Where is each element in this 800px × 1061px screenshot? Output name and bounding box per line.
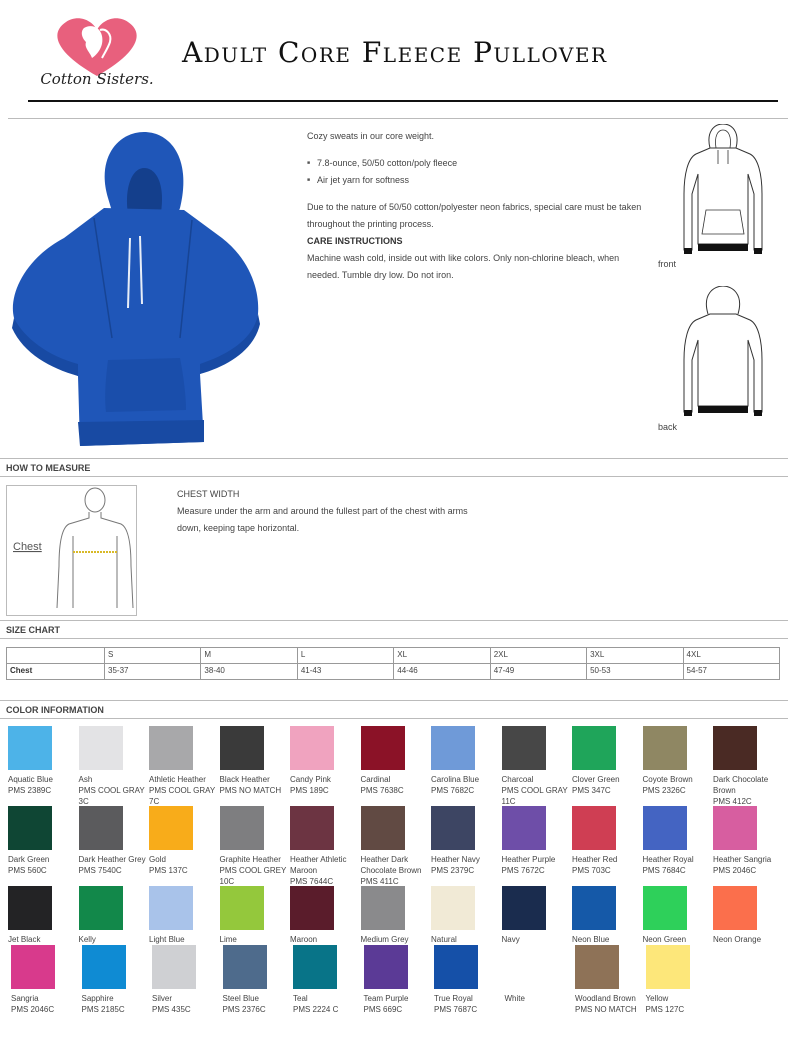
color-name: Medium Grey xyxy=(360,935,409,944)
color-pms: PMS 2376C xyxy=(222,1005,266,1014)
color-chip xyxy=(293,945,337,989)
color-pms: PMS 189C xyxy=(290,786,329,795)
color-name: Steel Blue xyxy=(222,994,259,1003)
color-name: Neon Blue xyxy=(572,935,610,944)
color-name: Maroon xyxy=(290,935,318,944)
color-swatch xyxy=(572,806,642,876)
color-chip xyxy=(646,945,690,989)
color-swatch xyxy=(8,806,78,876)
color-swatch xyxy=(431,726,501,796)
color-chip xyxy=(290,886,334,930)
color-chip xyxy=(361,886,405,930)
size-value-cell: 54-57 xyxy=(683,664,779,680)
color-chip xyxy=(572,886,616,930)
care-text: Machine wash cold, inside out with like colors. Only non-chlorine bleach, when needed. Tumble dry low. Do not iron. xyxy=(307,253,620,280)
color-swatch xyxy=(643,726,713,796)
color-name: Yellow xyxy=(645,994,669,1003)
color-chip xyxy=(643,806,687,850)
table-corner-cell xyxy=(7,648,105,664)
color-name: Athletic Heather xyxy=(149,775,206,784)
color-name: Jet Black xyxy=(8,935,41,944)
color-chip xyxy=(82,945,126,989)
feature-item: ■ 7.8-ounce, 50/50 cotton/poly fleece xyxy=(307,155,647,172)
color-chip xyxy=(575,945,619,989)
chest-figure-label: Chest xyxy=(13,541,42,553)
color-pms: PMS 7687C xyxy=(434,1005,478,1014)
color-swatch xyxy=(434,945,504,1015)
color-swatch xyxy=(79,726,149,807)
color-chip xyxy=(505,945,549,989)
color-swatch xyxy=(361,806,431,887)
color-chip xyxy=(149,726,193,770)
color-name: True Royal xyxy=(434,994,473,1003)
color-name: Coyote Brown xyxy=(642,775,693,784)
color-chip xyxy=(223,945,267,989)
color-swatch xyxy=(431,886,501,945)
color-name: Sapphire xyxy=(81,994,114,1003)
color-chip xyxy=(79,886,123,930)
color-name: Heather Sangria xyxy=(713,855,772,864)
measure-figure xyxy=(6,485,137,616)
color-swatch xyxy=(79,806,149,876)
color-swatch xyxy=(502,726,572,807)
color-chip xyxy=(364,945,408,989)
size-header-cell: L xyxy=(297,648,393,664)
color-name: Team Purple xyxy=(363,994,409,1003)
section-divider xyxy=(0,638,788,639)
color-name: Woodland Brown xyxy=(575,994,636,1003)
care-heading: CARE INSTRUCTIONS xyxy=(307,236,403,246)
size-header-cell: S xyxy=(105,648,201,664)
color-chip xyxy=(713,886,757,930)
color-pms: PMS 669C xyxy=(363,1005,403,1014)
color-name: Silver xyxy=(152,994,173,1003)
size-value-cell: 47-49 xyxy=(490,664,586,680)
size-value-cell: 35-37 xyxy=(105,664,201,680)
color-pms: PMS 411C xyxy=(360,877,399,886)
color-pms: PMS 137C xyxy=(149,866,188,875)
color-chip xyxy=(643,726,687,770)
color-pms: PMS NO MATCH xyxy=(575,1005,637,1014)
color-name: Neon Green xyxy=(642,935,687,944)
color-pms: PMS 7684C xyxy=(642,866,686,875)
color-pms: PMS 127C xyxy=(645,1005,685,1014)
measure-instructions xyxy=(177,486,477,537)
color-chip xyxy=(8,726,52,770)
color-chip xyxy=(502,806,546,850)
color-swatch xyxy=(149,886,219,945)
color-name: Teal xyxy=(293,994,308,1003)
color-chip xyxy=(149,806,193,850)
color-swatch xyxy=(149,806,219,876)
color-chip xyxy=(8,806,52,850)
color-name: Graphite Heather xyxy=(219,855,281,864)
feature-item: ■ Air jet yarn for softness xyxy=(307,172,647,189)
color-name: Sangria xyxy=(11,994,39,1003)
color-swatch xyxy=(364,945,434,1015)
color-chip xyxy=(572,806,616,850)
color-pms: PMS 703C xyxy=(572,866,611,875)
color-name: Natural xyxy=(431,935,457,944)
color-name: Neon Orange xyxy=(713,935,762,944)
color-swatch xyxy=(220,726,290,796)
size-value-cell: 44-46 xyxy=(394,664,490,680)
color-swatch xyxy=(223,945,293,1015)
size-value-cell: 38-40 xyxy=(201,664,297,680)
color-swatch xyxy=(572,886,642,945)
section-divider xyxy=(8,118,788,119)
color-swatch xyxy=(11,945,81,1015)
color-chip xyxy=(79,726,123,770)
measure-text: Measure under the arm and around the fullest part of the chest with arms down, keeping tape horizontal. xyxy=(177,506,468,533)
color-swatch xyxy=(575,945,645,1015)
color-swatch xyxy=(505,945,575,1004)
color-pms: PMS 435C xyxy=(152,1005,191,1014)
color-pms: PMS 347C xyxy=(572,786,611,795)
size-header-cell: 4XL xyxy=(683,648,779,664)
size-header-cell: XL xyxy=(394,648,490,664)
color-chip xyxy=(361,726,405,770)
front-label: front xyxy=(658,259,677,269)
color-name: Heather Royal xyxy=(642,855,694,864)
section-divider xyxy=(0,620,788,621)
color-name: Dark Heather Grey xyxy=(78,855,146,864)
size-header-cell: M xyxy=(201,648,297,664)
color-pms: PMS COOL GRAY 7C xyxy=(149,786,216,806)
color-swatch xyxy=(220,886,290,945)
color-swatch xyxy=(713,726,783,807)
color-name: Heather Purple xyxy=(501,855,556,864)
color-pms: PMS 7682C xyxy=(431,786,475,795)
color-chip xyxy=(431,886,475,930)
color-name: Clover Green xyxy=(572,775,620,784)
color-swatch xyxy=(643,886,713,945)
color-name: Cardinal xyxy=(360,775,391,784)
color-swatch xyxy=(220,806,290,887)
section-divider xyxy=(0,458,788,459)
color-chip xyxy=(220,886,264,930)
color-name: Navy xyxy=(501,935,520,944)
size-chart-table xyxy=(6,647,780,680)
color-name: Black Heather xyxy=(219,775,270,784)
color-chip xyxy=(431,726,475,770)
color-swatch xyxy=(79,886,149,945)
color-swatch xyxy=(290,806,360,887)
color-pms: PMS 2389C xyxy=(8,786,52,795)
color-swatch xyxy=(431,806,501,876)
color-chip xyxy=(431,806,475,850)
color-chip xyxy=(713,726,757,770)
flat-sketch-back xyxy=(680,286,766,420)
color-name: Gold xyxy=(149,855,166,864)
product-intro: Cozy sweats in our core weight. xyxy=(307,131,435,141)
color-pms: PMS 560C xyxy=(8,866,47,875)
color-swatch xyxy=(646,945,716,1015)
color-chip xyxy=(713,806,757,850)
brand-wordmark: Cotton Sisters. xyxy=(40,70,154,88)
color-name: Lime xyxy=(219,935,237,944)
color-chip xyxy=(79,806,123,850)
color-pms: PMS 412C xyxy=(713,797,752,806)
chest-row xyxy=(7,664,780,680)
section-title-colors: COLOR INFORMATION xyxy=(6,705,104,715)
color-name: Aquatic Blue xyxy=(8,775,53,784)
color-name: Carolina Blue xyxy=(431,775,480,784)
feature-list xyxy=(307,155,647,189)
hoodie-product-image xyxy=(8,128,264,448)
color-swatch xyxy=(293,945,363,1015)
header-divider xyxy=(28,100,778,102)
size-header-cell: 3XL xyxy=(587,648,683,664)
color-swatch xyxy=(502,806,572,876)
product-description xyxy=(307,128,647,294)
color-chip xyxy=(290,726,334,770)
color-chip xyxy=(572,726,616,770)
color-swatch xyxy=(361,886,431,945)
color-pms: PMS COOL GREY 10C xyxy=(219,866,287,886)
color-swatch xyxy=(149,726,219,807)
size-value-cell: 41-43 xyxy=(297,664,393,680)
color-name: Dark Green xyxy=(8,855,50,864)
color-name: Dark Chocolate Brown xyxy=(713,775,769,795)
color-swatch xyxy=(152,945,222,1015)
color-pms: PMS 2046C xyxy=(713,866,757,875)
color-pms: PMS 7540C xyxy=(78,866,122,875)
color-pms: PMS 2185C xyxy=(81,1005,125,1014)
color-pms: PMS 2379C xyxy=(431,866,475,875)
color-swatch xyxy=(8,726,78,796)
color-pms: PMS COOL GRAY 11C xyxy=(501,786,568,806)
color-pms: PMS 7644C xyxy=(290,877,334,886)
page-title: Adult Core Fleece Pullover xyxy=(182,36,608,69)
color-chip xyxy=(290,806,334,850)
color-name: Ash xyxy=(78,775,93,784)
measure-heading: CHEST WIDTH xyxy=(177,489,240,499)
color-name: Heather Dark Chocolate Brown xyxy=(360,855,422,875)
color-name: Light Blue xyxy=(149,935,185,944)
printing-note: Due to the nature of 50/50 cotton/polyester neon fabrics, special care must be taken throughout the printing process. xyxy=(307,202,642,229)
color-swatch xyxy=(290,726,360,796)
color-swatch xyxy=(290,886,360,945)
section-title-measure: HOW TO MEASURE xyxy=(6,463,91,473)
color-chip xyxy=(149,886,193,930)
color-swatch xyxy=(572,726,642,796)
color-name: Charcoal xyxy=(501,775,534,784)
color-chip xyxy=(361,806,405,850)
color-chip xyxy=(11,945,55,989)
color-pms: PMS 2224 C xyxy=(293,1005,339,1014)
color-chip xyxy=(220,806,264,850)
color-swatch xyxy=(8,886,78,945)
section-divider xyxy=(0,718,788,719)
color-swatch xyxy=(502,886,572,945)
color-pms: PMS 2326C xyxy=(642,786,686,795)
color-pms: PMS 7672C xyxy=(501,866,545,875)
color-chip xyxy=(434,945,478,989)
color-name: White xyxy=(504,994,525,1003)
color-name: Heather Navy xyxy=(431,855,480,864)
color-chip xyxy=(643,886,687,930)
color-chip xyxy=(152,945,196,989)
color-swatch xyxy=(713,806,783,876)
color-name: Heather Athletic Maroon xyxy=(290,855,347,875)
color-pms: PMS COOL GRAY 3C xyxy=(78,786,145,806)
color-swatch xyxy=(643,806,713,876)
size-header-row xyxy=(7,648,780,664)
body-outline-figure xyxy=(7,486,136,615)
color-name: Kelly xyxy=(78,935,96,944)
section-divider xyxy=(0,700,788,701)
color-swatch xyxy=(361,726,431,796)
color-chip xyxy=(8,886,52,930)
color-chip xyxy=(220,726,264,770)
color-name: Heather Red xyxy=(572,855,618,864)
section-title-size-chart: SIZE CHART xyxy=(6,625,60,635)
color-pms: PMS NO MATCH xyxy=(219,786,282,795)
brand-logo xyxy=(38,14,156,92)
color-pms: PMS 2046C xyxy=(11,1005,55,1014)
chest-row-label: Chest xyxy=(7,664,105,680)
section-divider xyxy=(0,476,788,477)
size-value-cell: 50-53 xyxy=(587,664,683,680)
color-swatch xyxy=(82,945,152,1015)
color-chip xyxy=(502,726,546,770)
size-header-cell: 2XL xyxy=(490,648,586,664)
color-name: Candy Pink xyxy=(290,775,331,784)
color-chip xyxy=(502,886,546,930)
color-pms: PMS 7638C xyxy=(360,786,404,795)
flat-sketch-front xyxy=(680,124,766,258)
color-swatch xyxy=(713,886,783,945)
back-label: back xyxy=(658,422,678,432)
